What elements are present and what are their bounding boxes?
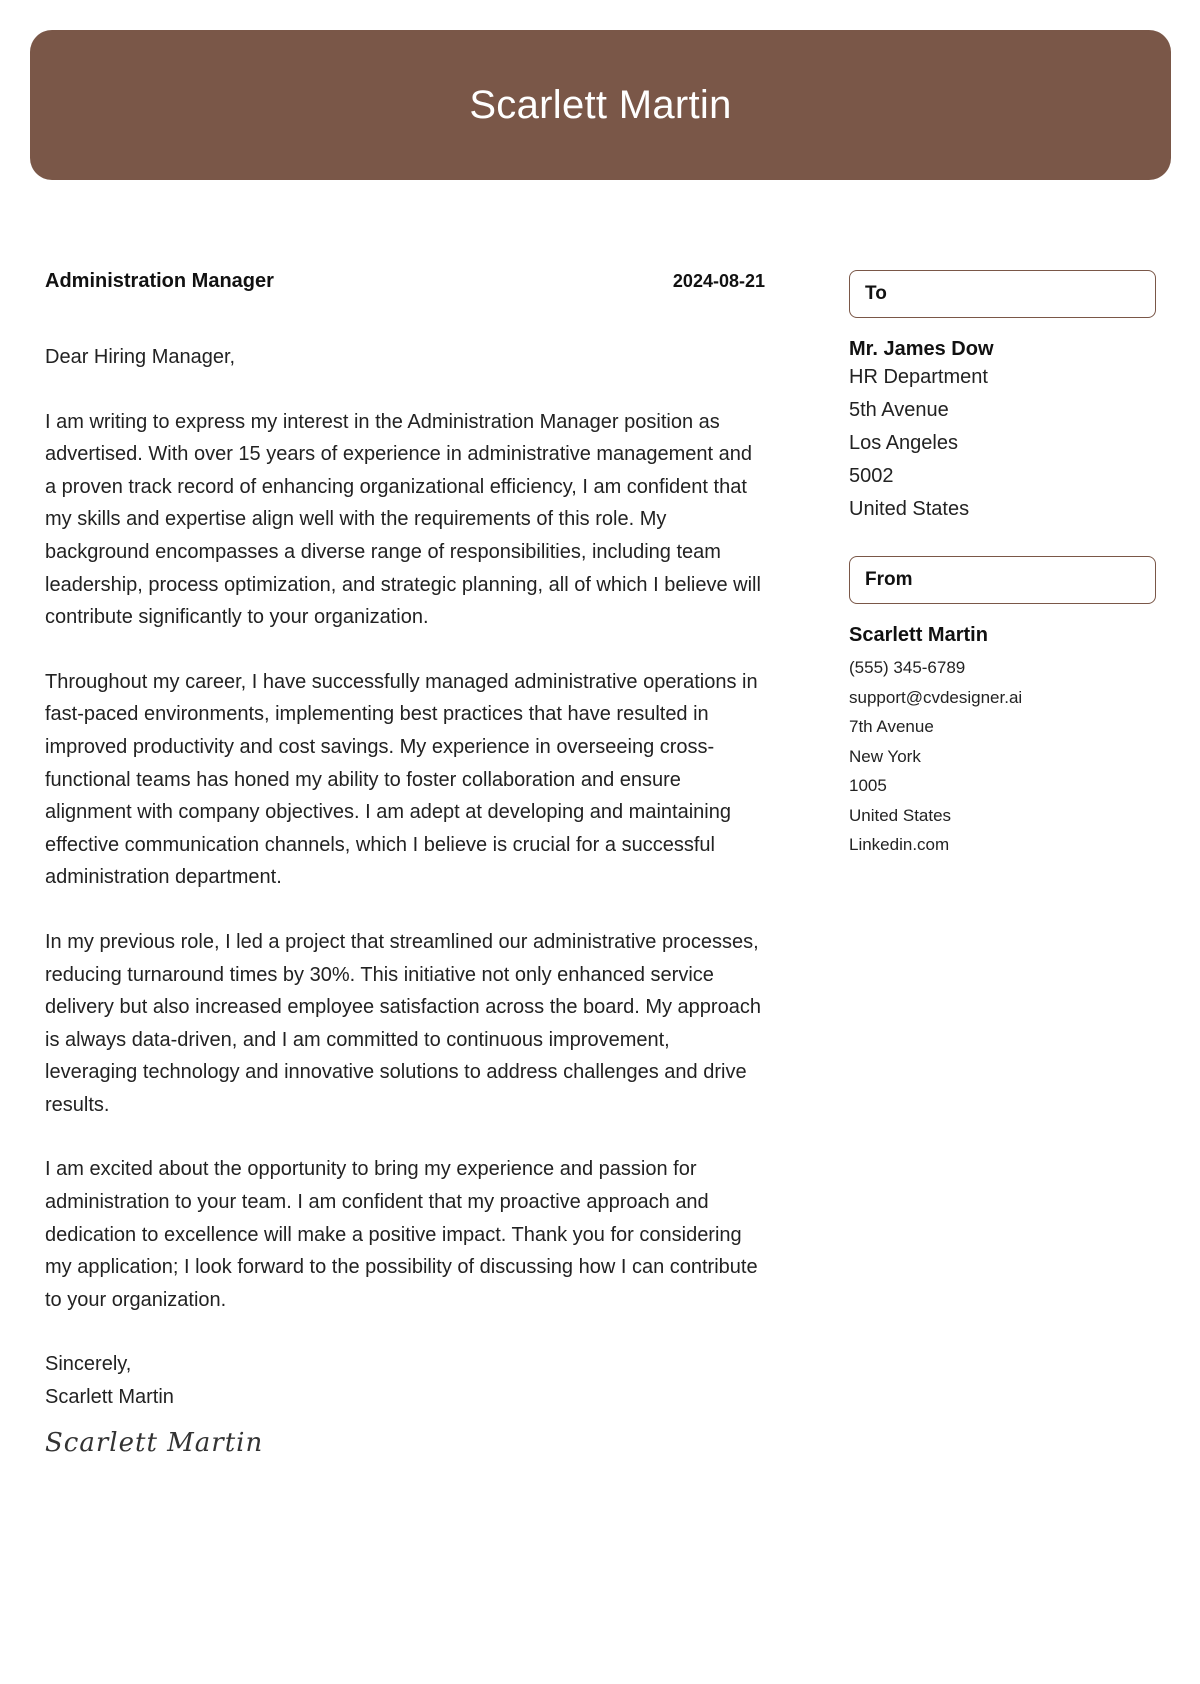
closing-block	[45, 1348, 765, 1413]
sender-city: New York	[849, 746, 921, 766]
closing-name: Scarlett Martin	[45, 1386, 174, 1409]
sender-contact	[849, 653, 1156, 860]
closing-phrase: Sincerely,	[45, 1353, 132, 1376]
sender-name: Scarlett Martin	[849, 624, 988, 646]
recipient-name: Mr. James Dow	[849, 338, 994, 360]
recipient-zip: 5002	[849, 465, 894, 487]
recipient-department: HR Department	[849, 366, 988, 388]
sender-zip: 1005	[849, 776, 887, 795]
applicant-name: Scarlett Martin	[469, 82, 732, 127]
sender-street: 7th Avenue	[849, 717, 934, 736]
paragraph-1: I am writing to express my interest in the Administration Manager position as advertised. With over 15 years of experience in administrative management and a proven track record of enhancing organizational efficiency, I am confident that my skills and expertise align well with the requirements of this role. My background encompasses a diverse range of responsibilities, including team leadership, process optimization, and strategic planning, all of which I believe will contribute significantly to your organization.	[45, 410, 761, 629]
recipient-block	[849, 270, 1156, 526]
from-label-box: From	[849, 556, 1156, 604]
letter-topline	[45, 270, 765, 293]
letter-body	[45, 270, 765, 1458]
recipient-address	[849, 361, 1156, 526]
recipient-street: 5th Avenue	[849, 399, 949, 421]
sender-country: United States	[849, 805, 952, 825]
recipient-country: United States	[849, 498, 970, 520]
to-label-box: To	[849, 270, 1156, 318]
sender-block	[849, 556, 1156, 860]
paragraph-2: Throughout my career, I have successfully managed administrative operations in fast-paced environments, implementing best practices that have resulted in improved productivity and cost savings. My experience in overseeing cross-functional teams has honed my ability to foster collaboration and ensure alignment with company objectives. I am adept at developing and maintaining effective communication channels, which I believe is crucial for a successful administration department.	[45, 670, 758, 889]
address-sidebar	[849, 270, 1156, 860]
handwritten-signature: Scarlett Martin	[45, 1427, 264, 1458]
salutation: Dear Hiring Manager,	[45, 346, 236, 368]
job-title: Administration Manager	[45, 270, 274, 292]
recipient-city: Los Angeles	[849, 432, 958, 454]
sender-linkedin[interactable]: Linkedin.com	[849, 835, 950, 854]
letter-date: 2024-08-21	[672, 271, 765, 291]
letter-text	[45, 341, 765, 1316]
sender-phone: (555) 345-6789	[849, 658, 966, 677]
paragraph-4: I am excited about the opportunity to bring my experience and passion for administration to your team. I am confident that my proactive approach and dedication to excellence will make a positive impact. Thank you for considering my application; I look forward to the possibility of discussing how I can contribute to your organization.	[45, 1158, 758, 1311]
sender-email[interactable]: support@cvdesigner.ai	[849, 687, 1023, 707]
header-banner	[30, 30, 1171, 180]
paragraph-3: In my previous role, I led a project that streamlined our administrative processes, reducing turnaround times by 30%. This initiative not only enhanced service delivery but also increased employee satisfaction across the board. My approach is always data-driven, and I am committed to continuous improvement, leveraging technology and innovative solutions to address challenges and drive results.	[45, 930, 761, 1116]
